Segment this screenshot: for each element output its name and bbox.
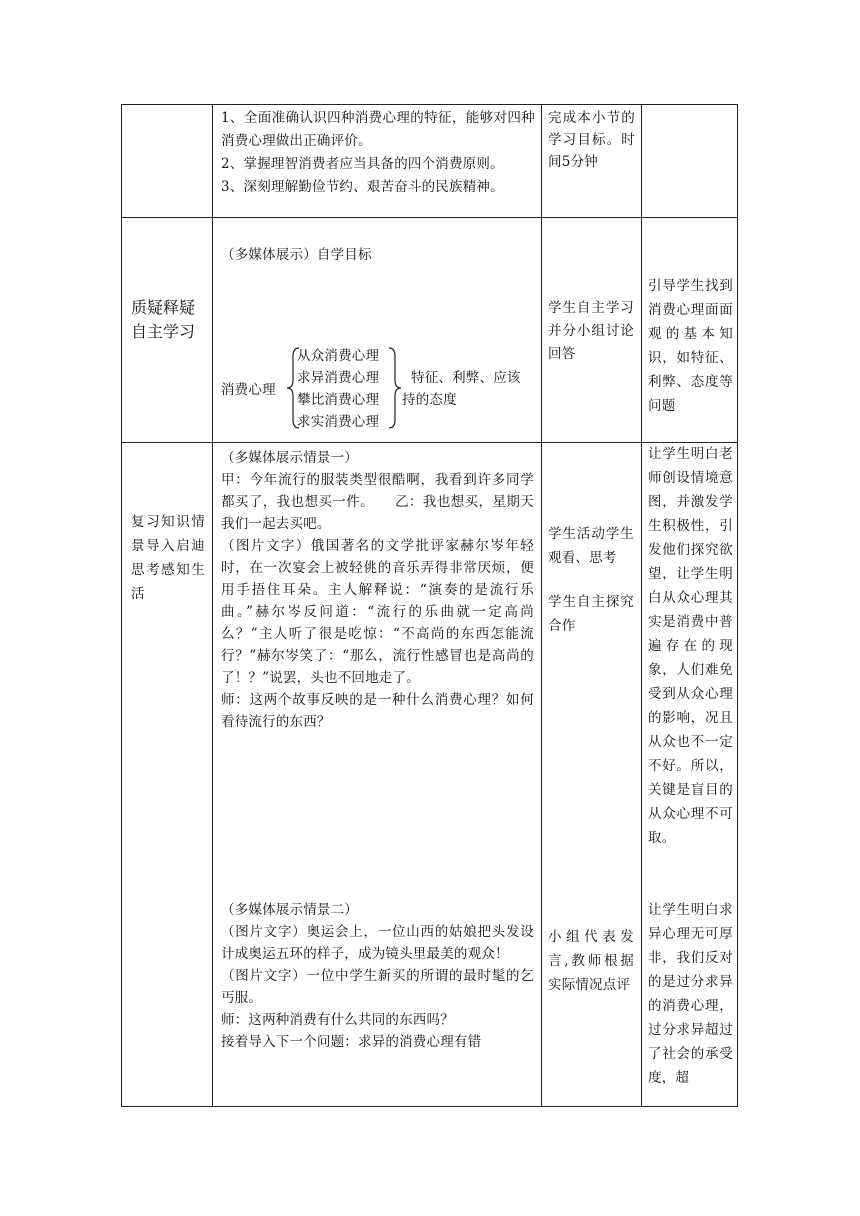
- lesson-plan-table: [121, 104, 738, 1107]
- student-activity-cell: [542, 443, 642, 1106]
- scene-line: 甲：今年流行的服装类型很酷啊，我看到许多同学都买了，我也想买一件。 乙：我也想买，星期天我们一起去买吧。: [221, 472, 534, 532]
- scene-one: [221, 447, 534, 733]
- goal-item: 2、掌握理智消费者应当具备的四个消费原则。: [221, 156, 504, 172]
- student-activity-cell: [542, 218, 642, 442]
- diagram-root-label: 消费心理: [221, 382, 276, 398]
- diagram-aspects: 特征、利弊、应该持的态度: [402, 370, 521, 408]
- scene-line: 接着导入下一个问题：求异的消费心理有错: [221, 1034, 482, 1050]
- scene-two: [221, 899, 534, 1053]
- student-activity-text: 完成本小节的学习目标。时间5分钟: [548, 110, 635, 170]
- student-activity-text: 学生活动学生观看、思考: [548, 526, 634, 566]
- self-study-heading: （多媒体展示）自学目标: [221, 247, 372, 263]
- section-cell: [122, 218, 213, 442]
- diagram-item: 求异消费心理: [297, 370, 380, 386]
- diagram-item: 求实消费心理: [297, 414, 380, 430]
- diagram-item: 攀比消费心理: [297, 392, 380, 408]
- table-row-self-study: [121, 217, 738, 442]
- scene-line: （多媒体展示情景一）: [221, 450, 358, 466]
- scene-line: （图片文字）俄国著名的文学批评家赫尔岑年轻时，在一次宴会上被轻佻的音乐弄得非常厌烦，便用手捂住耳朵。主人解释说：“演奏的是流行乐曲。”赫尔岑反问道：“流行的乐曲就一定高尚么？”主人听了很是吃惊：“不高尚的东西怎能流行？”赫尔岑笑了：“那么，流行性感冒也是高尚的了！？”说罢，头也不回地走了。: [221, 538, 534, 686]
- section-title: 质疑释疑自主学习: [131, 298, 196, 341]
- right-brace-icon: [387, 346, 403, 430]
- table-row-goals: [121, 104, 738, 217]
- design-intent-cell-empty: [642, 105, 738, 217]
- student-activity-text: 学生自主学习并分小组讨论回答: [548, 300, 634, 362]
- scene-line: 师：这两个故事反映的是一种什么消费心理？如何看待流行的东西？: [221, 692, 534, 730]
- scene-line: （图片文字）奥运会上，一位山西的姑娘把头发设计成奥运五环的样子，成为镜头里最美的观众！: [221, 924, 534, 962]
- content-cell: [213, 443, 542, 1106]
- scene-line: （多媒体展示情景二）: [221, 902, 358, 918]
- design-intent-text: 让学生明白老师创设情境意图，并激发学生积极性，引发他们探究欲望，让学生明白从众心理其实是消费中普遍存在的现象，人们难免受到从众心理的影响，况且从众也不一定不好。所以，关键是盲目的从众心理不可取。: [648, 446, 733, 846]
- design-intent-text: 让学生明白求异心理无可厚非，我们反对的是过分求异的消费心理，过分求异超过了社会的承受度，超: [648, 902, 733, 1086]
- scene-line: （图片文字）一位中学生新买的所谓的最时髦的乞丐服。: [221, 968, 534, 1006]
- student-activity-cell: [542, 105, 642, 217]
- design-intent-cell: [642, 443, 738, 1106]
- design-intent-text: 引导学生找到消费心理面面观的基本知识，如特征、利弊、态度等问题: [648, 278, 733, 414]
- diagram-item: 从众消费心理: [297, 348, 380, 364]
- section-title: 复习知识情景导入启迪思考感知生活: [131, 514, 205, 602]
- goals-cell: [213, 105, 542, 217]
- student-activity-text: 小组代表发言,教师根据实际情况点评: [548, 929, 634, 993]
- goal-item: 3、深刻理解勤俭节约、艰苦奋斗的民族精神。: [221, 179, 504, 195]
- table-row-scenarios: [121, 442, 738, 1107]
- design-intent-cell: [642, 218, 738, 442]
- content-cell: [213, 218, 542, 442]
- goal-item: 1、全面准确认识四种消费心理的特征，能够对四种消费心理做出正确评价。: [221, 110, 535, 149]
- section-cell-empty: [122, 105, 213, 217]
- section-cell: [122, 443, 213, 1106]
- student-activity-text: 学生自主探究合作: [548, 594, 634, 634]
- scene-line: 师：这两种消费有什么共同的东西吗？: [221, 1012, 454, 1028]
